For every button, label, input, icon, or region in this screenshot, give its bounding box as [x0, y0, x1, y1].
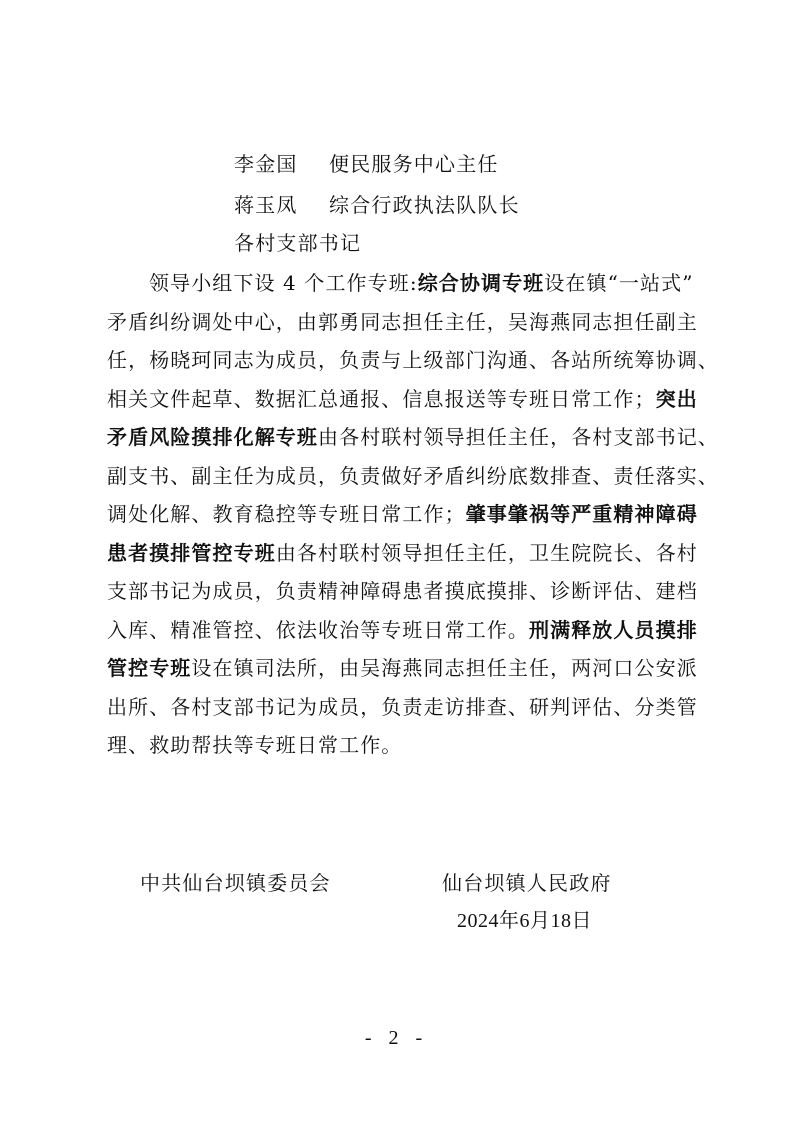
paragraph-text: 由各村联村领导担任主任，各村支部书记、: [318, 425, 719, 449]
bold-heading-text: 矛盾风险摸排化解专班: [107, 425, 318, 449]
paragraph-text: 出所、各村支部书记为成员，负责走访排查、研判评估、分类管: [107, 694, 698, 719]
paragraph-text: 副支书、副主任为成员，负责做好矛盾纠纷底数排查、责任落实、: [107, 463, 719, 488]
member-row: [234, 193, 520, 217]
member-row: [234, 231, 361, 255]
paragraph-text: 由各村联村领导担任主任，卫生院院长、各村: [275, 540, 698, 565]
member-role: 综合行政执法队队长: [329, 193, 520, 217]
paragraph-text: 支部书记为成员，负责精神障碍患者摸底摸排、诊断评估、建档: [107, 579, 698, 603]
paragraph-text: 理、救助帮扶等专班日常工作。: [107, 733, 403, 757]
paragraph-line: [107, 726, 710, 765]
paragraph-line: [107, 457, 719, 496]
bold-heading-text: 综合协调专班: [417, 271, 545, 295]
bold-heading-text: 患者摸排管控专班: [107, 540, 276, 565]
paragraph-line: [107, 649, 710, 688]
paragraph-line: [107, 380, 710, 419]
paragraph-text: 相关文件起草、数据汇总通报、信息报送等专班日常工作；: [107, 386, 656, 411]
paragraph-line: [107, 495, 710, 534]
page-number: - 2 -: [364, 1027, 429, 1049]
bold-heading-text: 刑满释放人员摸排: [529, 617, 698, 642]
body-paragraph: [107, 264, 719, 765]
paragraph-text: 矛盾纠纷调处中心，由郭勇同志担任主任，吴海燕同志担任副主: [107, 309, 698, 334]
member-role: 便民服务中心主任: [329, 152, 499, 176]
paragraph-line: [107, 341, 719, 380]
document-date: 2024年6月18日: [457, 910, 592, 932]
member-name: 李金国: [234, 152, 298, 176]
paragraph-text: 入库、精准管控、依法收治等专班日常工作。: [107, 617, 529, 642]
paragraph-text: 调处化解、教育稳控等专班日常工作；: [107, 502, 466, 526]
party-committee-signature: 中共仙台坝镇委员会: [140, 871, 331, 895]
paragraph-line: [107, 534, 710, 573]
paragraph-line: [107, 418, 719, 457]
paragraph-line: [107, 303, 710, 342]
member-row: [234, 152, 499, 176]
bold-heading-text: 管控专班: [107, 656, 192, 680]
bold-heading-text: 突出: [655, 386, 698, 411]
paragraph-text: 设在镇“一站式”: [544, 271, 694, 295]
paragraph-text: 任，杨晓珂同志为成员，负责与上级部门沟通、各站所统筹协调、: [107, 348, 719, 372]
paragraph-text: 领导小组下设 4 个工作专班:: [149, 271, 418, 295]
member-name: 各村支部书记: [234, 231, 362, 255]
paragraph-line: [107, 572, 710, 611]
bold-heading-text: 肇事肇祸等严重精神障碍: [465, 502, 698, 526]
paragraph-text: 设在镇司法所，由吴海燕同志担任主任，两河口公安派: [191, 656, 698, 680]
paragraph-line: [107, 611, 710, 650]
paragraph-line: [107, 264, 710, 303]
government-signature: 仙台坝镇人民政府: [442, 871, 612, 895]
paragraph-line: [107, 688, 710, 727]
member-name: 蒋玉凤: [234, 193, 298, 217]
